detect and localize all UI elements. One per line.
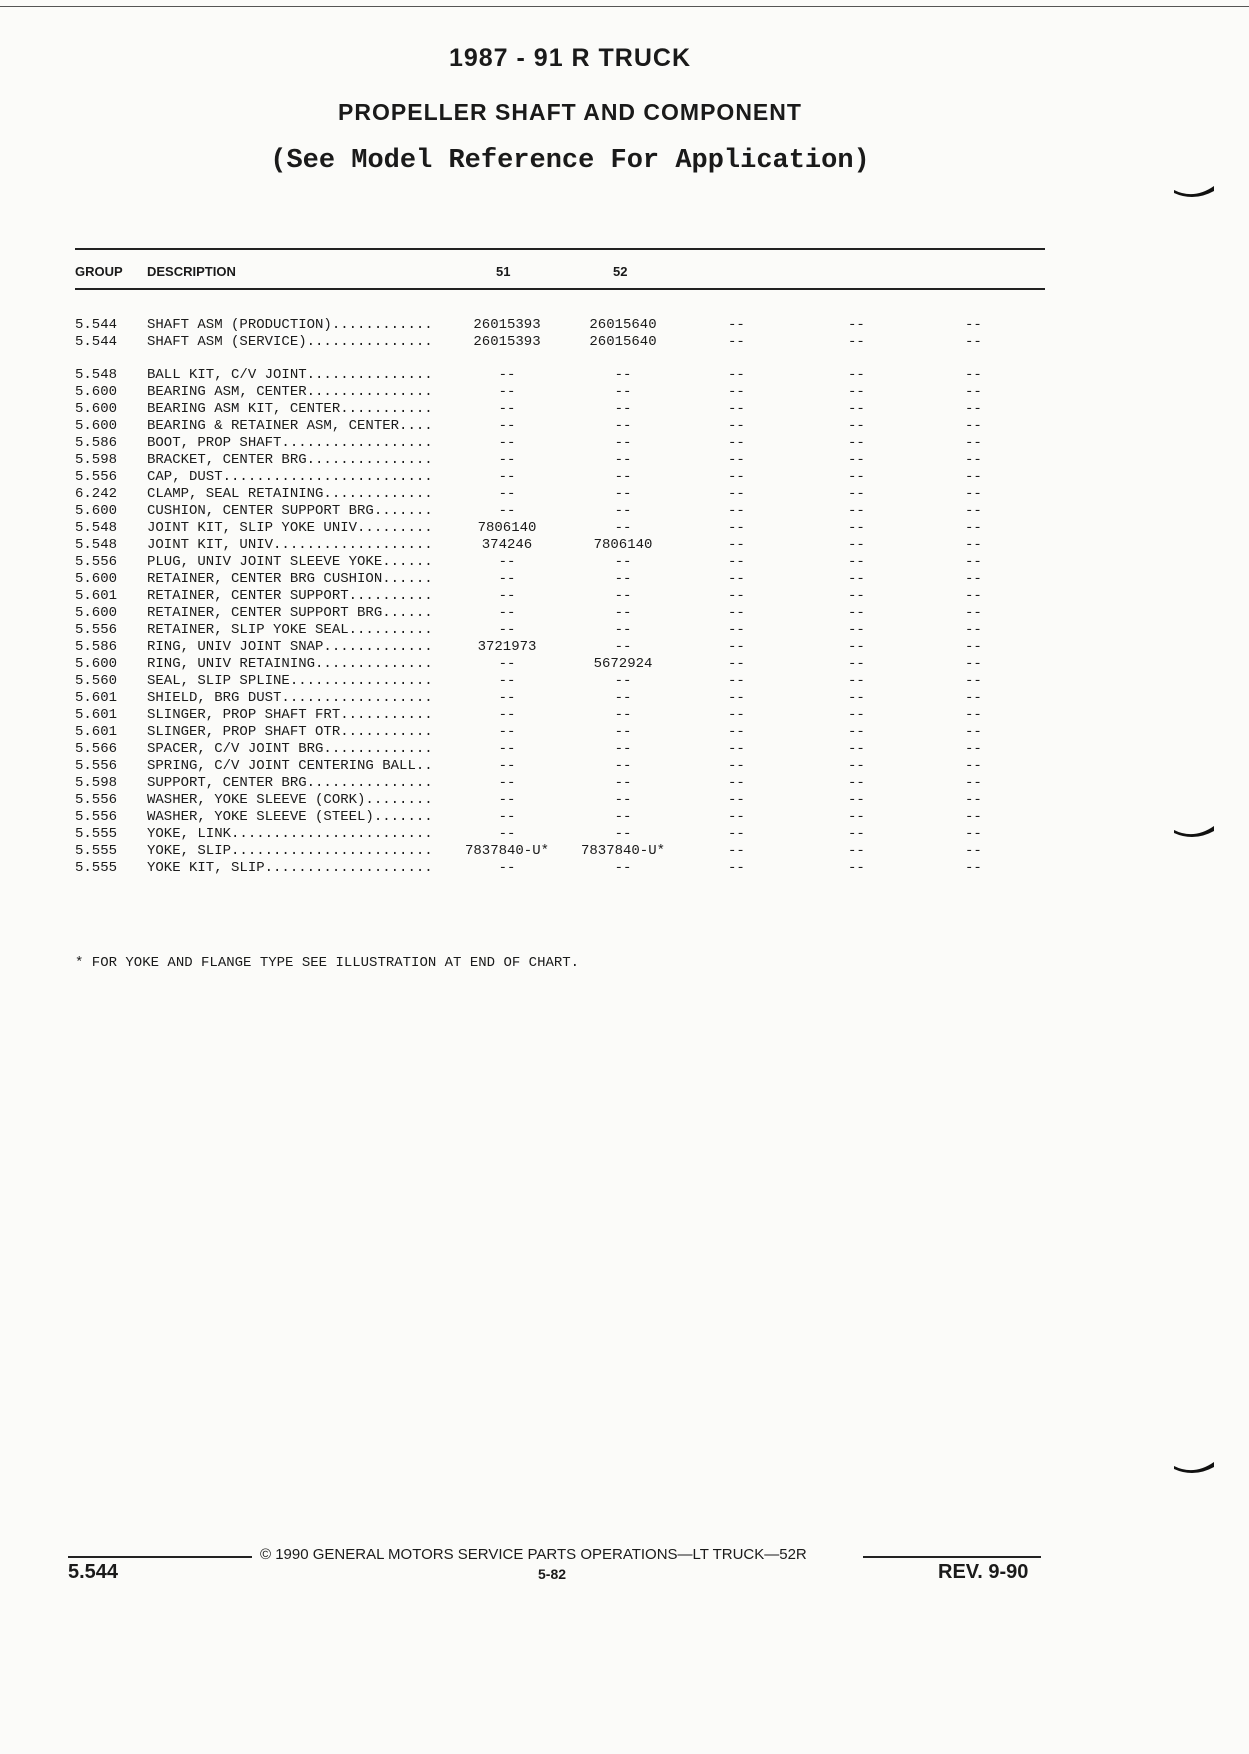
- table-row: [0, 418, 1249, 435]
- row-part-52: --: [614, 486, 632, 502]
- row-part-51: --: [498, 622, 516, 638]
- table-row: [0, 486, 1249, 503]
- row-col4: --: [848, 707, 865, 723]
- row-group: 5.548: [75, 537, 118, 553]
- row-part-52: --: [614, 707, 632, 723]
- row-part-52: --: [614, 571, 632, 587]
- row-col5: --: [965, 588, 982, 604]
- row-col4: --: [848, 775, 865, 791]
- table-row: [0, 435, 1249, 452]
- row-part-51: --: [498, 418, 516, 434]
- row-description: CUSHION, CENTER SUPPORT BRG.......: [147, 503, 433, 519]
- row-description: BEARING & RETAINER ASM, CENTER....: [147, 418, 433, 434]
- row-col5: --: [965, 860, 982, 876]
- row-part-52: --: [614, 724, 632, 740]
- row-col5: --: [965, 826, 982, 842]
- table-row: [0, 622, 1249, 639]
- row-group: 5.600: [75, 571, 118, 587]
- row-group: 5.600: [75, 418, 118, 434]
- row-group: 5.556: [75, 809, 118, 825]
- row-description: SHIELD, BRG DUST..................: [147, 690, 433, 706]
- row-group: 5.598: [75, 775, 118, 791]
- row-description: YOKE, LINK........................: [147, 826, 433, 842]
- row-col4: --: [848, 486, 865, 502]
- row-col4: --: [848, 520, 865, 536]
- row-part-52: --: [614, 435, 632, 451]
- row-col3: --: [728, 367, 745, 383]
- row-group: 5.555: [75, 826, 118, 842]
- row-col5: --: [965, 367, 982, 383]
- row-description: BOOT, PROP SHAFT..................: [147, 435, 433, 451]
- row-part-51: --: [498, 367, 516, 383]
- row-col3: --: [728, 469, 745, 485]
- row-group: 5.586: [75, 639, 118, 655]
- row-description: YOKE, SLIP........................: [147, 843, 433, 859]
- table-top-rule: [75, 248, 1045, 250]
- row-col3: --: [728, 401, 745, 417]
- row-col4: --: [848, 826, 865, 842]
- row-part-51: 3721973: [477, 639, 537, 655]
- row-group: 5.548: [75, 367, 118, 383]
- row-col5: --: [965, 554, 982, 570]
- row-col4: --: [848, 401, 865, 417]
- row-col5: --: [965, 334, 982, 350]
- row-part-51: --: [498, 656, 516, 672]
- row-part-51: 7806140: [477, 520, 537, 536]
- row-col3: --: [728, 809, 745, 825]
- row-col4: --: [848, 418, 865, 434]
- row-description: RETAINER, CENTER SUPPORT BRG......: [147, 605, 433, 621]
- row-part-51: --: [498, 588, 516, 604]
- row-col3: --: [728, 673, 745, 689]
- table-row: [0, 724, 1249, 741]
- row-part-52: --: [614, 792, 632, 808]
- row-part-52: 7837840-U*: [580, 843, 665, 859]
- row-part-51: --: [498, 571, 516, 587]
- row-col5: --: [965, 418, 982, 434]
- row-col5: --: [965, 401, 982, 417]
- row-part-52: --: [614, 452, 632, 468]
- row-col3: --: [728, 520, 745, 536]
- row-group: 5.598: [75, 452, 118, 468]
- table-row: [0, 775, 1249, 792]
- row-part-51: --: [498, 384, 516, 400]
- row-description: SLINGER, PROP SHAFT OTR...........: [147, 724, 433, 740]
- row-description: CAP, DUST.........................: [147, 469, 433, 485]
- row-part-51: --: [498, 775, 516, 791]
- table-row: [0, 401, 1249, 418]
- row-part-51: --: [498, 469, 516, 485]
- row-part-51: --: [498, 809, 516, 825]
- row-part-51: --: [498, 452, 516, 468]
- row-part-51: --: [498, 486, 516, 502]
- page-number: 5-82: [538, 1566, 567, 1582]
- row-col5: --: [965, 792, 982, 808]
- row-part-51: --: [498, 826, 516, 842]
- row-col3: --: [728, 792, 745, 808]
- column-header-group: GROUP: [75, 264, 123, 279]
- row-col5: --: [965, 605, 982, 621]
- row-description: RING, UNIV JOINT SNAP.............: [147, 639, 433, 655]
- row-description: JOINT KIT, UNIV...................: [147, 537, 433, 553]
- row-col5: --: [965, 639, 982, 655]
- row-col4: --: [848, 317, 865, 333]
- row-group: 5.566: [75, 741, 118, 757]
- row-description: RETAINER, SLIP YOKE SEAL..........: [147, 622, 433, 638]
- footer-group-number: 5.544: [68, 1561, 119, 1583]
- row-part-52: --: [614, 690, 632, 706]
- row-col3: --: [728, 741, 745, 757]
- row-col3: --: [728, 639, 745, 655]
- row-col3: --: [728, 317, 745, 333]
- table-row: [0, 317, 1249, 334]
- row-part-52: --: [614, 673, 632, 689]
- revision-date: REV. 9-90: [938, 1561, 1029, 1583]
- row-part-52: --: [614, 639, 632, 655]
- row-col5: --: [965, 656, 982, 672]
- row-col3: --: [728, 826, 745, 842]
- row-part-51: --: [498, 792, 516, 808]
- table-row: [0, 588, 1249, 605]
- row-col5: --: [965, 452, 982, 468]
- row-col4: --: [848, 503, 865, 519]
- row-col4: --: [848, 571, 865, 587]
- row-col5: --: [965, 690, 982, 706]
- row-col5: --: [965, 520, 982, 536]
- table-row: [0, 860, 1249, 877]
- table-row: [0, 571, 1249, 588]
- table-row: [0, 673, 1249, 690]
- row-col4: --: [848, 367, 865, 383]
- row-group: 5.544: [75, 334, 118, 350]
- row-col3: --: [728, 435, 745, 451]
- row-group: 5.556: [75, 792, 118, 808]
- row-description: SPRING, C/V JOINT CENTERING BALL..: [147, 758, 433, 774]
- row-description: SHAFT ASM (PRODUCTION)............: [147, 317, 433, 333]
- row-col3: --: [728, 537, 745, 553]
- row-col3: --: [728, 486, 745, 502]
- row-col3: --: [728, 605, 745, 621]
- row-part-52: --: [614, 418, 632, 434]
- row-col5: --: [965, 317, 982, 333]
- row-col3: --: [728, 571, 745, 587]
- page-title: 1987 - 91 R TRUCK: [448, 44, 692, 72]
- row-part-52: --: [614, 775, 632, 791]
- row-part-51: --: [498, 435, 516, 451]
- row-col5: --: [965, 775, 982, 791]
- row-part-52: --: [614, 367, 632, 383]
- row-description: JOINT KIT, SLIP YOKE UNIV.........: [147, 520, 433, 536]
- row-group: 5.600: [75, 401, 118, 417]
- row-col4: --: [848, 758, 865, 774]
- row-col3: --: [728, 334, 745, 350]
- row-group: 5.548: [75, 520, 118, 536]
- row-part-51: --: [498, 401, 516, 417]
- row-group: 5.556: [75, 469, 118, 485]
- row-description: SHAFT ASM (SERVICE)...............: [147, 334, 433, 350]
- row-description: SEAL, SLIP SPLINE.................: [147, 673, 433, 689]
- table-row: [0, 741, 1249, 758]
- column-header-description: DESCRIPTION: [147, 264, 236, 279]
- row-col3: --: [728, 724, 745, 740]
- row-description: SLINGER, PROP SHAFT FRT...........: [147, 707, 433, 723]
- row-col5: --: [965, 435, 982, 451]
- row-group: 5.555: [75, 860, 118, 876]
- table-row: [0, 537, 1249, 554]
- row-part-51: --: [498, 860, 516, 876]
- row-col3: --: [728, 452, 745, 468]
- row-col4: --: [848, 452, 865, 468]
- row-part-52: --: [614, 741, 632, 757]
- row-part-52: --: [614, 758, 632, 774]
- row-col4: --: [848, 673, 865, 689]
- copyright-line: © 1990 GENERAL MOTORS SERVICE PARTS OPERATIONS—LT TRUCK—52R: [260, 1546, 807, 1563]
- row-col5: --: [965, 758, 982, 774]
- page-subtitle: PROPELLER SHAFT AND COMPONENT: [338, 99, 802, 125]
- row-part-51: --: [498, 758, 516, 774]
- row-part-52: --: [614, 401, 632, 417]
- row-col5: --: [965, 537, 982, 553]
- row-part-52: --: [614, 503, 632, 519]
- row-part-52: --: [614, 826, 632, 842]
- table-row: [0, 503, 1249, 520]
- row-col4: --: [848, 384, 865, 400]
- table-row: [0, 367, 1249, 384]
- table-row: [0, 452, 1249, 469]
- binder-hole-mark-icon: [1172, 186, 1216, 200]
- row-group: 5.556: [75, 622, 118, 638]
- table-row: [0, 809, 1249, 826]
- row-col3: --: [728, 775, 745, 791]
- row-description: PLUG, UNIV JOINT SLEEVE YOKE......: [147, 554, 433, 570]
- top-border-line: [0, 6, 1249, 7]
- row-col5: --: [965, 843, 982, 859]
- row-col5: --: [965, 571, 982, 587]
- row-group: 5.600: [75, 605, 118, 621]
- row-group: 5.600: [75, 656, 118, 672]
- row-col3: --: [728, 860, 745, 876]
- row-col4: --: [848, 843, 865, 859]
- table-row: [0, 554, 1249, 571]
- row-col4: --: [848, 639, 865, 655]
- row-col4: --: [848, 554, 865, 570]
- row-col5: --: [965, 809, 982, 825]
- row-col4: --: [848, 809, 865, 825]
- row-col5: --: [965, 503, 982, 519]
- column-header-51: 51: [496, 264, 511, 279]
- row-description: WASHER, YOKE SLEEVE (CORK)........: [147, 792, 433, 808]
- row-description: YOKE KIT, SLIP....................: [147, 860, 433, 876]
- row-col5: --: [965, 741, 982, 757]
- row-part-52: --: [614, 588, 632, 604]
- row-description: RING, UNIV RETAINING..............: [147, 656, 433, 672]
- row-group: 5.556: [75, 758, 118, 774]
- row-col3: --: [728, 554, 745, 570]
- table-row: [0, 792, 1249, 809]
- row-col4: --: [848, 724, 865, 740]
- table-row: [0, 334, 1249, 351]
- row-group: 5.601: [75, 690, 118, 706]
- row-description: WASHER, YOKE SLEEVE (STEEL).......: [147, 809, 433, 825]
- row-group: 5.560: [75, 673, 118, 689]
- application-note: (See Model Reference For Application): [270, 146, 870, 176]
- row-group: 5.555: [75, 843, 118, 859]
- footnote: * FOR YOKE AND FLANGE TYPE SEE ILLUSTRATION AT END OF CHART.: [75, 955, 580, 971]
- table-row: [0, 605, 1249, 622]
- table-row: [0, 826, 1249, 843]
- row-col4: --: [848, 435, 865, 451]
- footer-rule-right: [863, 1556, 1041, 1558]
- table-row: [0, 843, 1249, 860]
- row-description: BEARING ASM KIT, CENTER...........: [147, 401, 433, 417]
- table-row: [0, 656, 1249, 673]
- row-part-52: 26015640: [589, 334, 657, 350]
- binder-hole-mark-icon: [1172, 1462, 1216, 1476]
- row-part-52: --: [614, 809, 632, 825]
- row-part-52: --: [614, 622, 632, 638]
- row-col4: --: [848, 469, 865, 485]
- row-description: RETAINER, CENTER SUPPORT..........: [147, 588, 433, 604]
- table-row: [0, 469, 1249, 486]
- row-description: BALL KIT, C/V JOINT...............: [147, 367, 433, 383]
- row-part-52: --: [614, 554, 632, 570]
- row-part-52: 7806140: [593, 537, 653, 553]
- table-header-rule: [75, 288, 1045, 290]
- binder-hole-mark-icon: [1172, 826, 1216, 840]
- row-col3: --: [728, 588, 745, 604]
- row-part-51: 26015393: [473, 317, 541, 333]
- row-col3: --: [728, 384, 745, 400]
- row-description: RETAINER, CENTER BRG CUSHION......: [147, 571, 433, 587]
- row-col4: --: [848, 605, 865, 621]
- row-description: BEARING ASM, CENTER...............: [147, 384, 433, 400]
- row-description: SPACER, C/V JOINT BRG.............: [147, 741, 433, 757]
- row-col4: --: [848, 860, 865, 876]
- row-part-52: 26015640: [589, 317, 657, 333]
- column-header-52: 52: [613, 264, 628, 279]
- row-col5: --: [965, 469, 982, 485]
- table-row: [0, 690, 1249, 707]
- table-row: [0, 707, 1249, 724]
- row-col5: --: [965, 673, 982, 689]
- row-group: 5.544: [75, 317, 118, 333]
- row-part-52: --: [614, 520, 632, 536]
- row-part-51: 26015393: [473, 334, 541, 350]
- row-col4: --: [848, 588, 865, 604]
- row-col3: --: [728, 503, 745, 519]
- row-col5: --: [965, 707, 982, 723]
- row-part-51: --: [498, 673, 516, 689]
- row-part-51: --: [498, 741, 516, 757]
- row-part-51: 7837840-U*: [464, 843, 549, 859]
- row-col5: --: [965, 622, 982, 638]
- table-row: [0, 384, 1249, 401]
- row-description: CLAMP, SEAL RETAINING.............: [147, 486, 433, 502]
- row-part-51: --: [498, 707, 516, 723]
- row-group: 6.242: [75, 486, 118, 502]
- row-part-52: --: [614, 384, 632, 400]
- row-group: 5.601: [75, 588, 118, 604]
- row-col4: --: [848, 690, 865, 706]
- row-col4: --: [848, 622, 865, 638]
- row-col3: --: [728, 622, 745, 638]
- row-col3: --: [728, 707, 745, 723]
- row-group: 5.600: [75, 503, 118, 519]
- table-row: [0, 639, 1249, 656]
- row-col3: --: [728, 843, 745, 859]
- row-group: 5.601: [75, 707, 118, 723]
- row-col5: --: [965, 486, 982, 502]
- row-col5: --: [965, 724, 982, 740]
- row-col4: --: [848, 656, 865, 672]
- row-part-52: --: [614, 605, 632, 621]
- row-group: 5.601: [75, 724, 118, 740]
- row-col3: --: [728, 656, 745, 672]
- footer-rule-left: [68, 1556, 252, 1558]
- row-col4: --: [848, 741, 865, 757]
- row-col4: --: [848, 792, 865, 808]
- row-col4: --: [848, 537, 865, 553]
- row-part-52: --: [614, 469, 632, 485]
- row-part-52: 5672924: [593, 656, 653, 672]
- row-part-51: --: [498, 605, 516, 621]
- table-row: [0, 758, 1249, 775]
- row-part-52: --: [614, 860, 632, 876]
- row-col3: --: [728, 418, 745, 434]
- row-part-51: --: [498, 503, 516, 519]
- row-col3: --: [728, 758, 745, 774]
- row-part-51: --: [498, 554, 516, 570]
- row-col3: --: [728, 690, 745, 706]
- row-group: 5.556: [75, 554, 118, 570]
- row-description: SUPPORT, CENTER BRG...............: [147, 775, 433, 791]
- row-col5: --: [965, 384, 982, 400]
- row-part-51: 374246: [481, 537, 533, 553]
- row-part-51: --: [498, 690, 516, 706]
- table-row: [0, 520, 1249, 537]
- row-description: BRACKET, CENTER BRG...............: [147, 452, 433, 468]
- row-part-51: --: [498, 724, 516, 740]
- row-col4: --: [848, 334, 865, 350]
- row-group: 5.586: [75, 435, 118, 451]
- row-group: 5.600: [75, 384, 118, 400]
